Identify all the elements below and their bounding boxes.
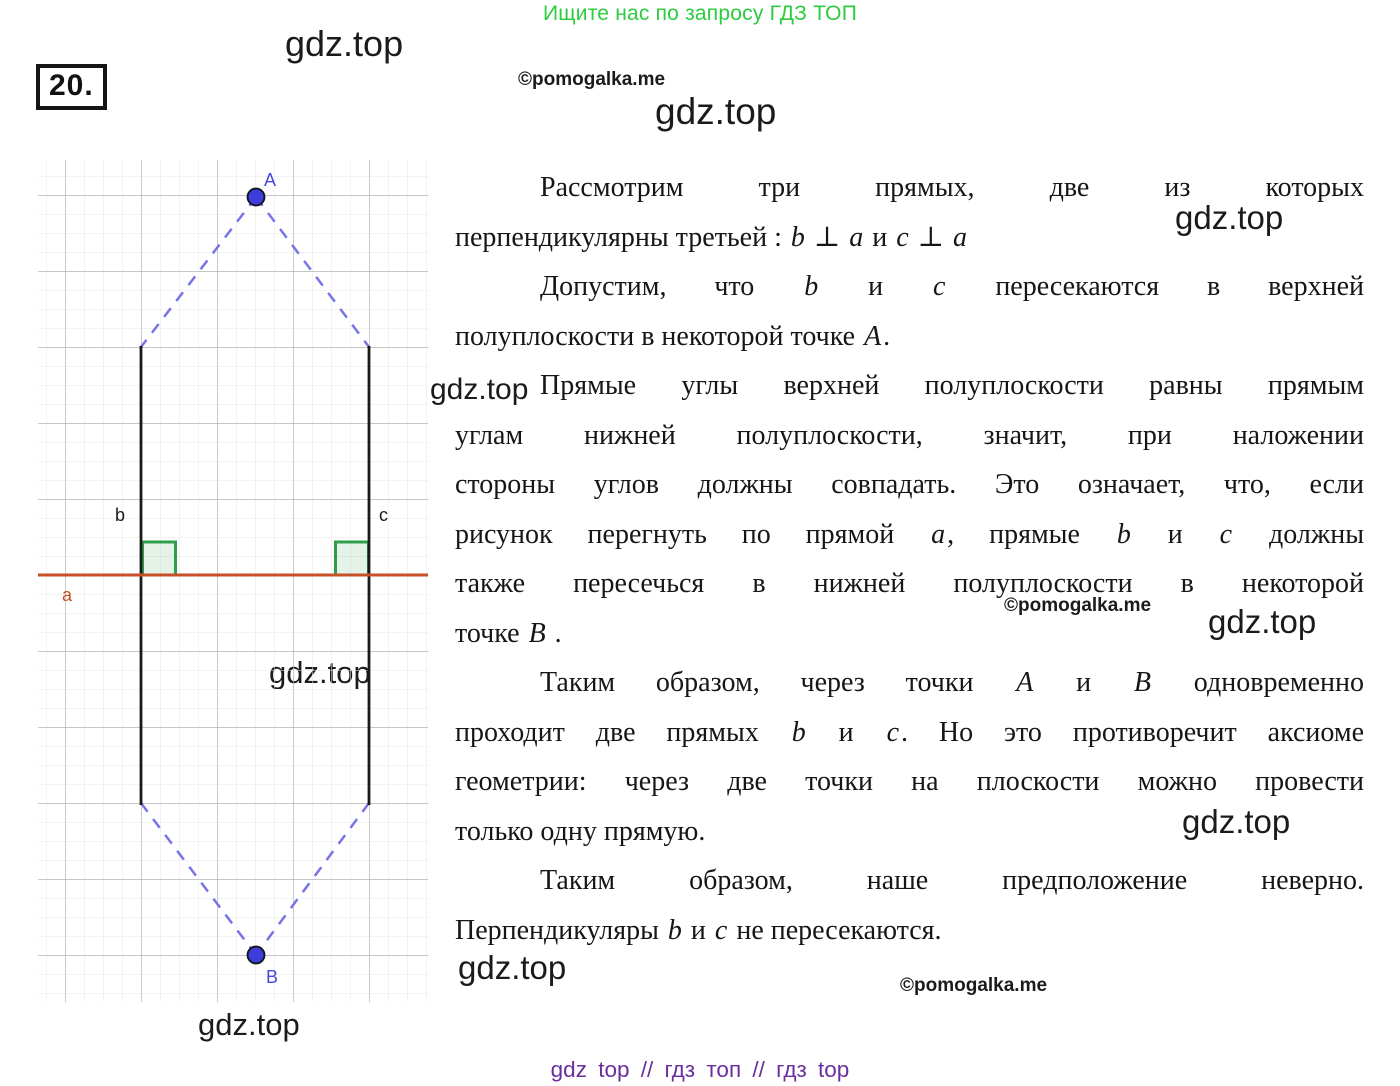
text-run: Допустим, что — [540, 271, 803, 302]
label-line-c: c — [379, 505, 388, 525]
solution-line — [455, 609, 1364, 659]
text-run: перпендикулярны третьей : — [455, 221, 789, 253]
solution-paragraph — [455, 262, 1364, 361]
text-run: должны — [1234, 518, 1365, 550]
watermark-gdztop-8: gdz.top — [458, 949, 567, 986]
solution-line — [455, 757, 1364, 807]
text-run: углам нижней полуплоскости, значит, при наложении — [455, 419, 1364, 451]
solution-paragraph — [455, 856, 1364, 955]
text-run: и — [1035, 667, 1132, 698]
geometry-diagram — [38, 160, 428, 1002]
math-variable: c — [886, 716, 899, 748]
text-run: и — [1132, 518, 1218, 550]
math-variable: a — [952, 221, 967, 253]
watermark-pomogalka-3: ©pomogalka.me — [900, 975, 1048, 996]
solution-paragraph — [455, 361, 1364, 658]
label-point-A: A — [264, 170, 277, 190]
right-angle-marker-b — [143, 542, 176, 575]
math-variable: c — [932, 271, 946, 302]
text-run: Таким образом, наше предположение неверно. — [540, 865, 1364, 896]
solution-text — [455, 163, 1364, 955]
text-run: и — [820, 271, 931, 302]
text-run: . — [547, 617, 562, 649]
solution-line — [455, 411, 1364, 461]
text-run: не пересекаются. — [729, 914, 942, 946]
problem-number: 20. — [36, 64, 107, 110]
text-run: также пересечься в нижней полуплоскости в некоторой — [455, 568, 1364, 599]
solution-paragraph — [455, 658, 1364, 856]
watermark-pomogalka-1: ©pomogalka.me — [518, 69, 666, 90]
label-line-a: a — [62, 585, 73, 605]
math-variable: b — [790, 221, 805, 253]
solution-line — [455, 803, 1364, 857]
text-run: ⊥ — [910, 221, 951, 253]
solution-paragraph — [455, 163, 1364, 262]
math-variable: A — [1016, 667, 1034, 698]
solution-line — [455, 510, 1364, 560]
solution-line — [455, 708, 1364, 758]
solution-line — [455, 312, 1364, 362]
right-angle-marker-c — [336, 542, 369, 575]
math-variable: c — [714, 914, 728, 946]
math-variable: b — [1116, 518, 1131, 550]
math-variable: B — [528, 617, 546, 649]
promo-banner: Ищите нас по запросу ГДЗ ТОП — [543, 2, 857, 25]
solution-line — [455, 213, 1364, 263]
text-run: рисунок перегнуть по прямой — [455, 518, 930, 550]
text-run: проходит две прямых — [455, 716, 790, 748]
watermark-gdztop-9: gdz.top — [198, 1007, 300, 1042]
solution-line — [455, 163, 1364, 213]
footer-links: gdz top // гдз топ // гдз top — [550, 1057, 850, 1082]
math-variable: c — [1219, 518, 1233, 550]
text-run: пересекаются в верхней — [947, 271, 1364, 302]
solution-line — [455, 856, 1364, 906]
text-run: стороны углов должны совпадать. Это означает, что, если — [455, 469, 1364, 500]
watermark-gdztop-4: gdz.top — [430, 373, 529, 406]
label-point-B: B — [266, 967, 279, 987]
watermark-gdztop-2: gdz.top — [655, 91, 777, 132]
math-variable: a — [849, 221, 864, 253]
text-run: только одну прямую. — [455, 815, 706, 847]
point-B — [248, 947, 265, 964]
watermark-gdztop-3: gdz.top — [1175, 199, 1284, 236]
text-run: . — [883, 320, 891, 352]
text-run: полуплоскости в некоторой точке — [455, 320, 863, 352]
text-run: . Но это противоречит аксиоме — [901, 716, 1365, 748]
watermark-pomogalka-2: ©pomogalka.me — [1004, 595, 1152, 616]
text-run: Таким образом, через точки — [540, 667, 1015, 698]
text-run: ⊥ — [806, 221, 848, 253]
solution-line — [455, 460, 1364, 510]
text-run: и — [807, 716, 885, 748]
math-variable: A — [864, 320, 882, 352]
text-run: Прямые углы верхней полуплоскости равны прямым — [540, 370, 1364, 401]
math-variable: B — [1133, 667, 1152, 698]
text-run: и — [865, 221, 895, 253]
text-run: геометрии: через две точки на плоскости можно провести — [455, 766, 1364, 797]
watermark-gdztop-7: gdz.top — [1182, 803, 1291, 840]
solution-line — [455, 906, 1364, 956]
watermark-gdztop-5: gdz.top — [1208, 603, 1317, 640]
text-run: , прямые — [947, 518, 1115, 550]
solution-line — [455, 262, 1364, 312]
text-run: Рассмотрим три прямых, две из которых — [540, 172, 1364, 203]
label-line-b: b — [115, 505, 126, 525]
solution-line — [455, 658, 1364, 708]
math-variable: b — [804, 271, 819, 302]
math-variable: b — [667, 914, 682, 946]
text-run: Перпендикуляры — [455, 914, 666, 946]
watermark-gdztop-1: gdz.top — [285, 23, 404, 64]
solution-line — [455, 361, 1364, 411]
text-run: одновременно — [1153, 667, 1364, 698]
text-run: точке — [455, 617, 527, 649]
math-variable: a — [931, 518, 946, 550]
math-variable: c — [896, 221, 909, 253]
point-A — [248, 189, 265, 206]
solution-line — [455, 559, 1364, 609]
math-variable: b — [791, 716, 806, 748]
text-run: и — [683, 914, 713, 946]
